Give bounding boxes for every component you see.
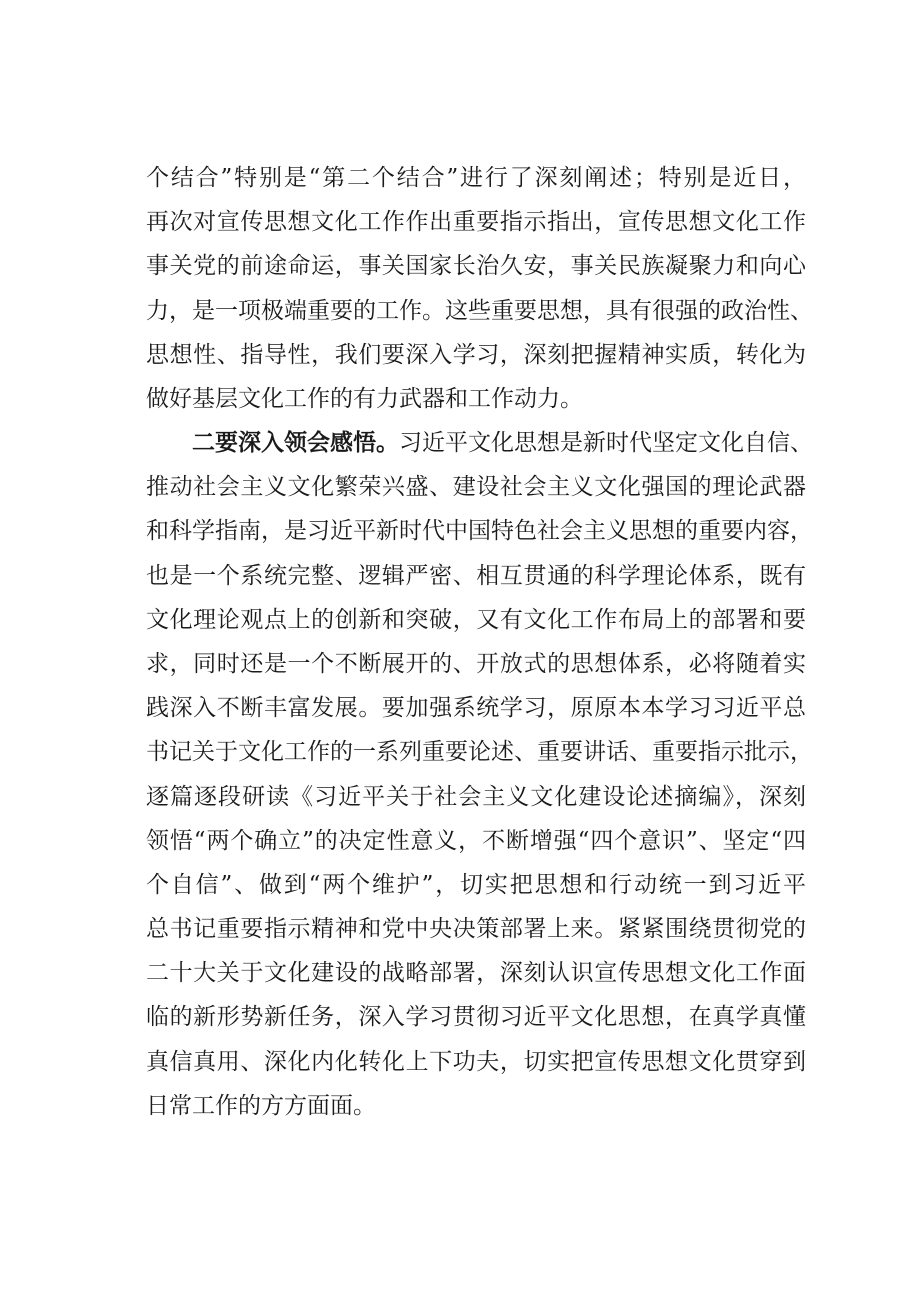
paragraph-2-line: 临的新形势新任务，深入学习贯彻习近平文化思想，在真学真懂 xyxy=(146,1004,806,1031)
paragraph-2-line: 求，同时还是一个不断展开的、开放式的思想体系，必将随着实 xyxy=(146,650,806,677)
paragraph-2-line: 逐篇逐段研读《习近平关于社会主义文化建设论述摘编》，深刻 xyxy=(146,783,806,810)
paragraph-1-line: 个结合”特别是“第二个结合”进行了深刻阐述；特别是近日， xyxy=(146,165,806,191)
paragraph-2-line: 推动社会主义文化繁荣兴盛、建设社会主义文化强国的理论武器 xyxy=(146,474,806,501)
paragraph-2-line: 真信真用、深化内化转化上下功夫，切实把宣传思想文化贯穿到 xyxy=(146,1048,806,1075)
paragraph-1 xyxy=(146,156,813,421)
paragraph-2-line: 领悟“两个确立”的决定性意义，不断增强“四个意识”、坚定“四 xyxy=(146,827,806,854)
paragraph-2-line: 和科学指南，是习近平新时代中国特色社会主义思想的重要内容， xyxy=(146,518,813,545)
paragraph-1-line: 力，是一项极端重要的工作。这些重要思想，具有很强的政治性、 xyxy=(146,297,813,324)
paragraph-1-line: 事关党的前途命运，事关国家长治久安，事关民族凝聚力和向心 xyxy=(146,253,806,280)
paragraph-2-line: 二十大关于文化建设的战略部署，深刻认识宣传思想文化工作面 xyxy=(146,960,806,987)
paragraph-2 xyxy=(146,421,813,1128)
paragraph-2-first-line xyxy=(146,421,813,465)
paragraph-2-line: 个自信”、做到“两个维护”，切实把思想和行动统一到习近平 xyxy=(146,871,806,898)
paragraph-2-line: 书记关于文化工作的一系列重要论述、重要讲话、重要指示批示， xyxy=(146,739,813,766)
paragraph-2-first-line-text: 习近平文化思想是新时代坚定文化自信、 xyxy=(399,430,813,456)
paragraph-1-line: 做好基层文化工作的有力武器和工作动力。 xyxy=(146,385,583,412)
paragraph-2-line: 文化理论观点上的创新和突破，又有文化工作布局上的部署和要 xyxy=(146,606,806,633)
paragraph-2-line: 日常工作的方方面面。 xyxy=(146,1092,376,1119)
paragraph-2-line: 总书记重要指示精神和党中央决策部署上来。紧紧围绕贯彻党的 xyxy=(146,916,806,943)
paragraph-1-line: 思想性、指导性，我们要深入学习，深刻把握精神实质，转化为 xyxy=(146,341,806,368)
paragraph-2-heading: 二要深入领会感悟。 xyxy=(192,430,399,456)
paragraph-2-line: 践深入不断丰富发展。要加强系统学习，原原本本学习习近平总 xyxy=(146,695,806,722)
paragraph-2-line: 也是一个系统完整、逻辑严密、相互贯通的科学理论体系，既有 xyxy=(146,562,806,589)
paragraph-1-line: 再次对宣传思想文化工作作出重要指示指出，宣传思想文化工作 xyxy=(146,209,806,236)
